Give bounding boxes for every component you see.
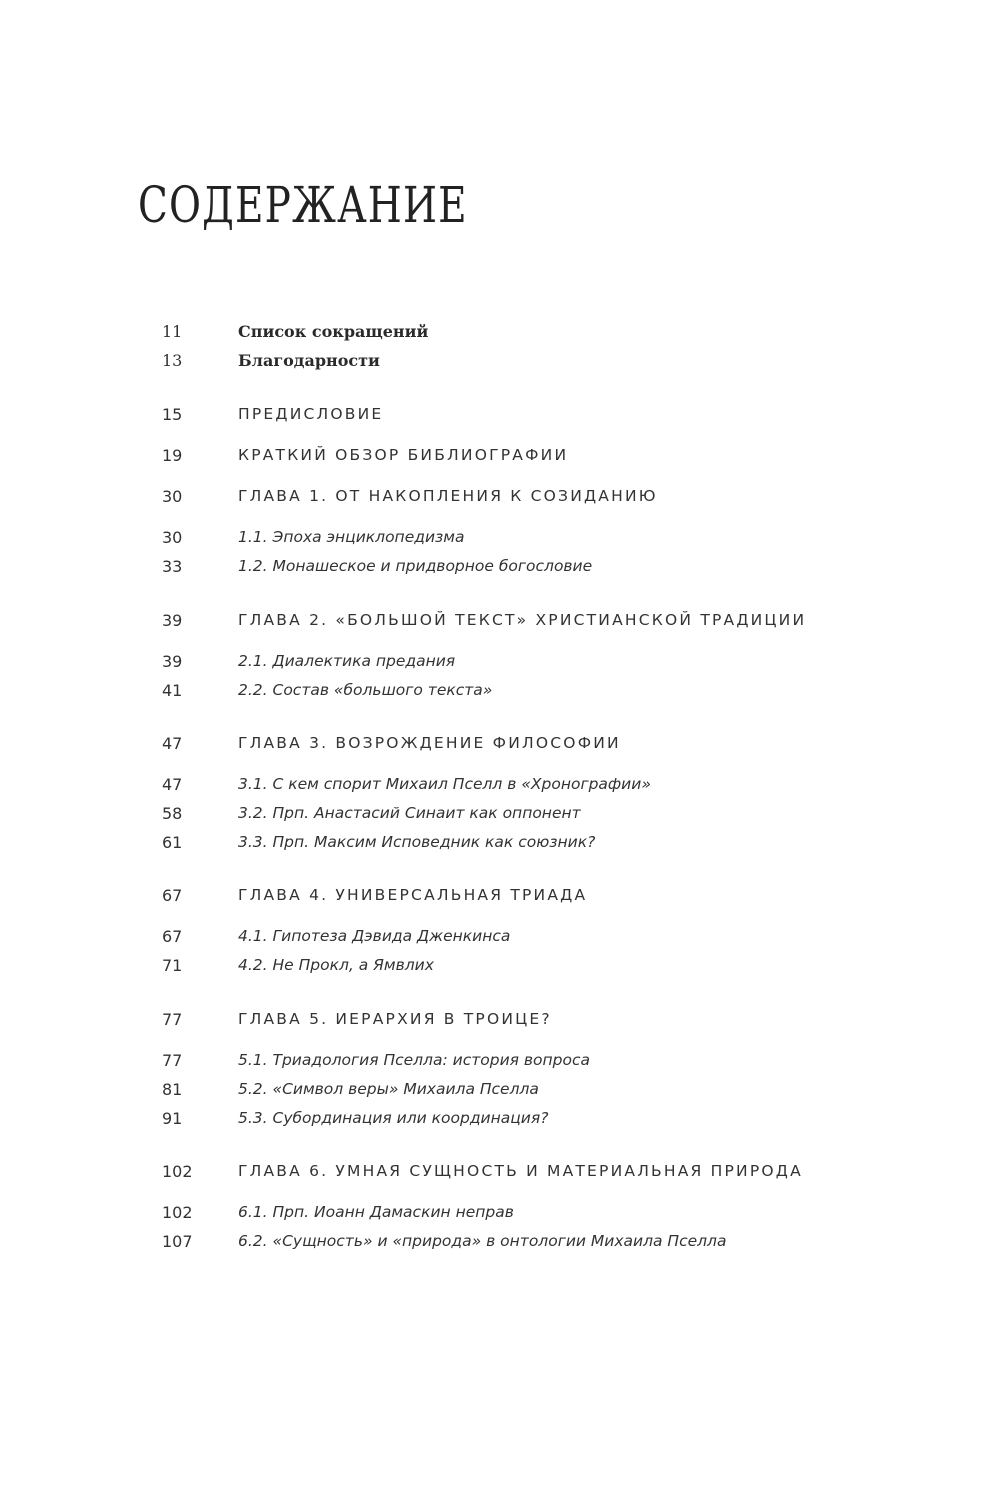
toc-entry: [0, 446, 1000, 470]
toc-entry-text: 4.1. Гипотеза Дэвида Дженкинса: [238, 927, 511, 945]
toc-entry-text: 5.1. Триадология Пселла: история вопроса: [238, 1051, 590, 1069]
toc-page-number: 30: [162, 487, 183, 506]
toc-entry: [0, 734, 1000, 758]
toc-entry-text: 5.3. Субординация или координация?: [238, 1109, 549, 1127]
toc-entry: [0, 652, 1000, 676]
toc-entry-text: 2.2. Состав «большого текста»: [238, 681, 493, 699]
toc-page-number: 61: [162, 833, 183, 852]
toc-entry: [0, 1232, 1000, 1256]
toc-entry-text: ГЛАВА 2. «БОЛЬШОЙ ТЕКСТ» ХРИСТИАНСКОЙ ТРАДИЦИИ: [238, 611, 807, 629]
toc-entry: [0, 1010, 1000, 1034]
toc-entry: [0, 351, 1000, 375]
toc-entry-text: 2.1. Диалектика предания: [238, 652, 456, 670]
toc-entry-text: 1.1. Эпоха энциклопедизма: [238, 528, 465, 546]
toc-entry-text: Список сокращений: [238, 322, 429, 341]
toc-page-number: 19: [162, 446, 183, 465]
toc-entry: [0, 1109, 1000, 1133]
toc-entry: [0, 886, 1000, 910]
toc-entry-text: ПРЕДИСЛОВИЕ: [238, 405, 384, 423]
toc-entry-text: ГЛАВА 3. ВОЗРОЖДЕНИЕ ФИЛОСОФИИ: [238, 734, 621, 752]
toc-entry: [0, 804, 1000, 828]
toc-page-number: 91: [162, 1109, 183, 1128]
toc-entry: [0, 1203, 1000, 1227]
toc-entry: [0, 833, 1000, 857]
toc-entry: [0, 927, 1000, 951]
toc-entry: [0, 956, 1000, 980]
toc-entry-text: ГЛАВА 5. ИЕРАРХИЯ В ТРОИЦЕ?: [238, 1010, 552, 1028]
toc-entry-text: Благодарности: [238, 351, 380, 370]
toc-entry: [0, 557, 1000, 581]
toc-entry-text: 3.3. Прп. Максим Исповедник как союзник?: [238, 833, 596, 851]
toc-entry: [0, 775, 1000, 799]
toc-page-number: 47: [162, 734, 183, 753]
toc-entry-text: КРАТКИЙ ОБЗОР БИБЛИОГРАФИИ: [238, 446, 569, 464]
toc-entry-text: ГЛАВА 1. ОТ НАКОПЛЕНИЯ К СОЗИДАНИЮ: [238, 487, 658, 505]
page-title: СОДЕРЖАНИЕ: [138, 176, 468, 234]
toc-page-number: 81: [162, 1080, 183, 1099]
toc-page-number: 39: [162, 611, 183, 630]
toc-page-number: 13: [162, 351, 183, 370]
toc-page-number: 71: [162, 956, 183, 975]
toc-entry-text: 4.2. Не Прокл, а Ямвлих: [238, 956, 434, 974]
toc-entry-text: ГЛАВА 4. УНИВЕРСАЛЬНАЯ ТРИАДА: [238, 886, 588, 904]
toc-entry: [0, 528, 1000, 552]
toc-page-number: 11: [162, 322, 183, 341]
toc-entry: [0, 405, 1000, 429]
toc-entry: [0, 1051, 1000, 1075]
toc-entry: [0, 1162, 1000, 1186]
toc-page-number: 15: [162, 405, 183, 424]
toc-entry-text: 5.2. «Символ веры» Михаила Пселла: [238, 1080, 539, 1098]
toc-entry: [0, 681, 1000, 705]
toc-entry-text: 6.1. Прп. Иоанн Дамаскин неправ: [238, 1203, 514, 1221]
toc-entry-text: 3.2. Прп. Анастасий Синаит как оппонент: [238, 804, 581, 822]
toc-page-number: 77: [162, 1051, 183, 1070]
toc-page-number: 41: [162, 681, 183, 700]
toc-page-number: 58: [162, 804, 183, 823]
toc-page-number: 33: [162, 557, 183, 576]
toc-entry: [0, 611, 1000, 635]
toc-page-number: 67: [162, 927, 183, 946]
toc-entry: [0, 487, 1000, 511]
toc-entry-text: ГЛАВА 6. УМНАЯ СУЩНОСТЬ И МАТЕРИАЛЬНАЯ ПРИРОДА: [238, 1162, 803, 1180]
toc-page-number: 107: [162, 1232, 193, 1251]
toc-entry-text: 6.2. «Сущность» и «природа» в онтологии Михаила Пселла: [238, 1232, 727, 1250]
toc-page-number: 67: [162, 886, 183, 905]
toc-page-number: 77: [162, 1010, 183, 1029]
toc-page-number: 30: [162, 528, 183, 547]
toc-entry: [0, 322, 1000, 346]
toc-page-number: 102: [162, 1203, 193, 1222]
toc-entry-text: 1.2. Монашеское и придворное богословие: [238, 557, 593, 575]
toc-page-number: 47: [162, 775, 183, 794]
toc-page-number: 102: [162, 1162, 193, 1181]
toc-entry-text: 3.1. С кем спорит Михаил Пселл в «Хронографии»: [238, 775, 651, 793]
toc-entry: [0, 1080, 1000, 1104]
toc-page-number: 39: [162, 652, 183, 671]
